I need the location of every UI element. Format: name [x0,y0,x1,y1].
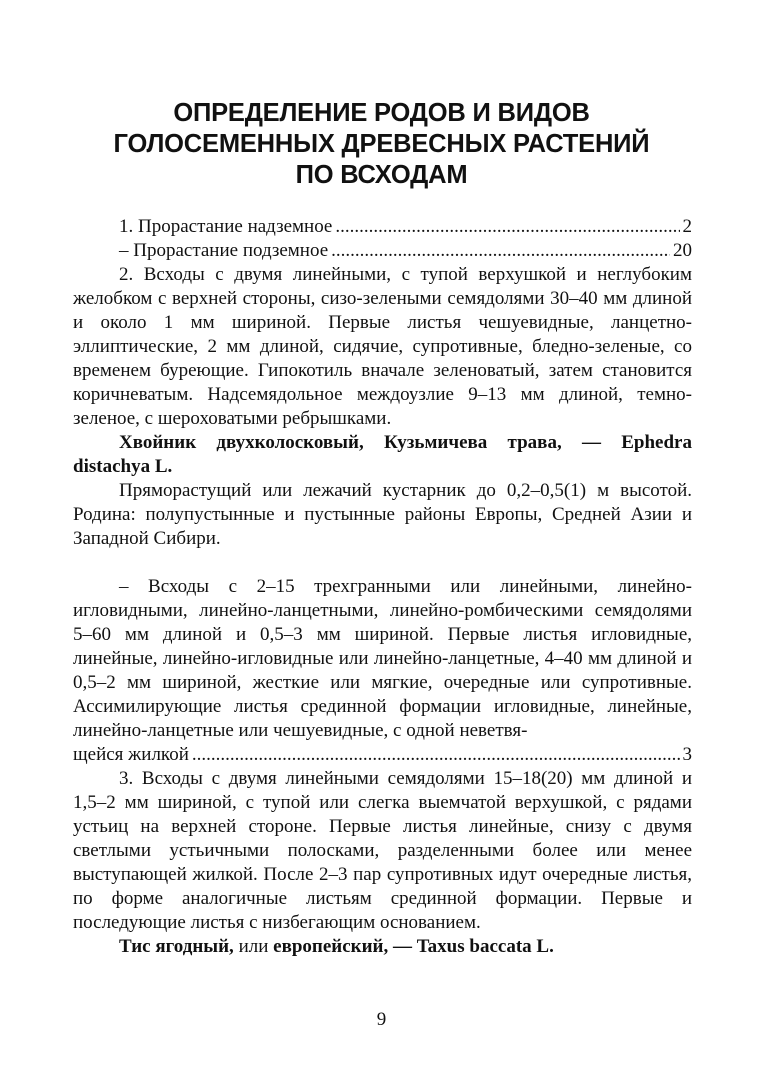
key-entry-1a-ref: 2 [682,216,692,237]
species-ephedra-description: Пряморастущий или лежачий кустарник до 0,2–0,5(1) м высотой. Родина: полупустынные и пустынные районы Европы, Средней Азии и Западной Сибири. [73,480,692,549]
title-line-3: ПО ВСХОДАМ [295,161,468,189]
key-body [73,215,692,959]
species-ephedra: Хвойник двухколосковый, Кузьмичева трава, — Ephedra distachya L. [73,432,692,477]
leader-dots [192,743,680,767]
title-line-2: ГОЛОСЕМЕННЫХ ДРЕВЕСНЫХ РАСТЕНИЙ [113,130,650,158]
key-entry-2b-ref: 3 [682,744,692,765]
key-entry-3: 3. Всходы с двумя линейными семядолями 15–18(20) мм длиной и 1,5–2 мм шириной, с тупой или слегка выемчатой верхушкой, с рядами устьиц на верхней стороне. Первые листья линейные, снизу с двумя светлыми устьичными полосками, разделенными более или менее выступающей жилкой. После 2–3 пар супротивных идут очередные листья, по форме аналогичные листьям срединной формации. Первые и последующие листья с низбегающим основанием. [73,768,692,933]
page-number: 9 [376,1009,387,1030]
key-entry-1b-ref: 20 [673,240,692,261]
species-taxus-conj: или [233,936,274,957]
key-entry-1b-text: – Прорастание подземное [119,240,329,261]
key-entry-1b [73,239,692,263]
species-taxus-name-a: Тис ягодный, [119,936,234,957]
page-title [70,98,693,191]
key-entry-2b: – Всходы с 2–15 трехгранными или линейными, линейно-игловидными, линейно-ланцетными, линейно-ромбическими семядолями 5–60 мм длиной и 0,5–3 мм шириной. Первые листья игловидные, линейные, линейно-игловидные или линейно-ланцетные, 4–40 мм длиной и 0,5–2 мм шириной, жесткие или мягкие, очередные или супротивные. Ассимилирующие листья срединной формации игловидные, линейные, линейно-ланцетные или чешуевидные, с одной неветвя- [73,576,692,741]
title-line-1: ОПРЕДЕЛЕНИЕ РОДОВ И ВИДОВ [173,99,590,127]
key-entry-1a [73,215,692,239]
species-taxus [73,935,692,959]
key-entry-2: 2. Всходы с двумя линейными, с тупой верхушкой и неглубоким желобком с верхней стороны, сизо-зелеными семядолями 30–40 мм длиной и около 1 мм шириной. Первые листья чешуевидные, ланцетно-эллиптические, 2 мм длиной, сидячие, супротивные, бледно-зеленые, со временем буреющие. Гипокотиль вначале зеленоватый, затем становится коричневатым. Надсемядольное междоузлие 9–13 мм длиной, темно-зеленое, с шероховатыми ребрышками. [73,264,692,429]
key-entry-2b-tail [73,743,692,767]
key-entry-1a-text: 1. Прорастание надземное [119,216,333,237]
leader-dots [335,215,679,239]
species-taxus-name-b: европейский, — Taxus baccata L. [273,936,554,957]
key-entry-2b-last: щейся жилкой [73,744,189,765]
leader-dots [331,239,670,263]
spacer [73,551,692,575]
